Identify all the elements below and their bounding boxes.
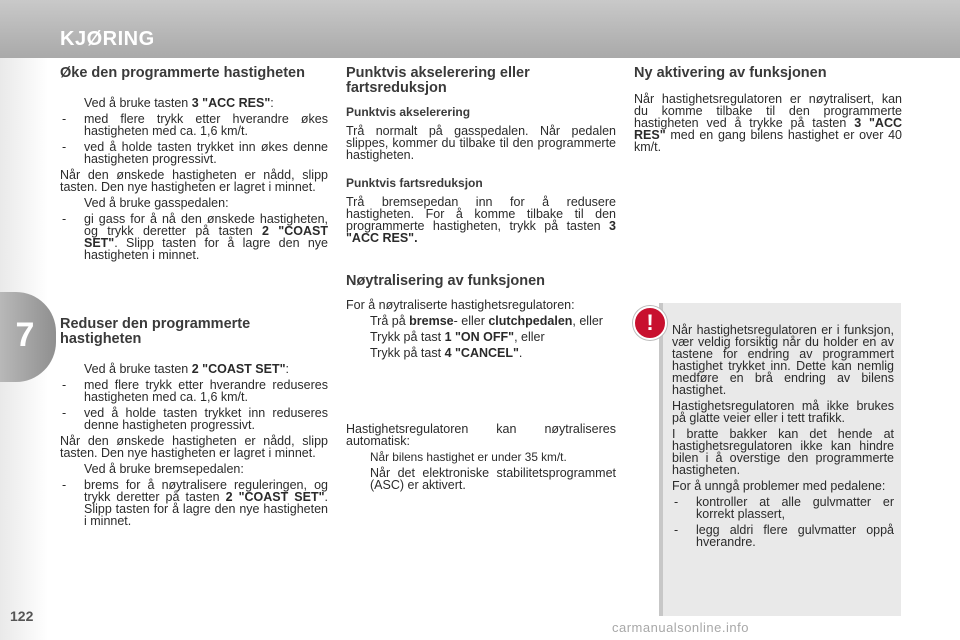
paragraph: For å unngå problemer med pedalene: — [672, 479, 886, 493]
paragraph: Når den ønskede hastigheten er nådd, slipp tasten. Den nye hastigheten er lagret i minnet. — [60, 168, 328, 194]
list-item: Ved å bruke tasten 3 "ACC RES": — [84, 96, 274, 110]
watermark: carmanualsonline.info — [612, 620, 749, 635]
heading-reactivate: Ny aktivering av funksjonen — [634, 65, 827, 81]
list-item: - brems for å nøytralisere reguleringen, og trykk deretter på tasten 2 "COAST SET". Slipp tasten for å lagre den nye hastigheten i minnet. — [62, 478, 329, 528]
warning-icon: ! — [633, 306, 667, 340]
list-item: - kontroller at alle gulvmatter er korrekt plassert, — [674, 495, 894, 521]
list-item: - med flere trykk etter hverandre økes hastigheten med ca. 1,6 km/t. — [62, 112, 328, 138]
paragraph: Hastighetsregulatoren kan nøytraliseres automatisk: — [346, 422, 616, 448]
list-item: Når det elektroniske stabilitetsprogrammet (ASC) er aktivert. — [370, 466, 616, 492]
paragraph: Trå normalt på gasspedalen. Når pedalen slippes, kommer du tilbake til den programmerte hastigheten. — [346, 124, 616, 162]
list-item: Når bilens hastighet er under 35 km/t. — [370, 450, 567, 464]
column-1 — [60, 66, 328, 527]
list-item: - gi gass for å nå den ønskede hastigheten, og trykk deretter på tasten 2 "COAST SET". Slipp tasten for å lagre den nye hastigheten i minnet. — [62, 212, 328, 262]
chapter-number: 7 — [15, 316, 35, 354]
paragraph: Når hastighetsregulatoren er nøytralisert, kan du komme tilbake til den programmerte hastigheten ved å trykke på tasten 3 "ACC RES" med en gang bilens hastighet er over 40 km/t. — [634, 92, 903, 154]
heading-reduce-speed: Reduser den programmerte hastigheten — [60, 316, 251, 347]
subheading-acceleration: Punktvis akselerering — [346, 105, 471, 119]
list-item: Ved å bruke tasten 2 "COAST SET": — [84, 362, 290, 376]
subheading-deceleration: Punktvis fartsreduksjon — [346, 176, 483, 190]
list-item: Trykk på tast 1 "ON OFF", eller — [370, 330, 545, 344]
paragraph: For å nøytraliserte hastighetsregulatoren: — [346, 298, 575, 312]
page-number: 122 — [10, 608, 34, 624]
section-title: KJØRING — [60, 28, 155, 50]
paragraph: Når hastighetsregulatoren er i funksjon, vær veldig forsiktig når du holder en av tastene for endring av programmert hastighet trykket inn. Dette kan nemlig medføre en brå endring av bilens hastighet. — [672, 323, 894, 397]
paragraph: Trå bremsepedan inn for å redusere hastigheten. For å komme tilbake til den programmerte hastigheten, trykk på tasten 3 "ACC RES". — [346, 195, 616, 245]
list-item: Trå på bremse- eller clutchpedalen, eller — [370, 314, 603, 328]
list-item: - ved å holde tasten trykket inn reduseres denne hastigheten progressivt. — [62, 406, 328, 432]
warning-text — [672, 324, 894, 548]
list-item: - med flere trykk etter hverandre reduseres hastigheten med ca. 1,6 km/t. — [62, 378, 328, 404]
paragraph: Hastighetsregulatoren må ikke brukes på glatte veier eller i tett trafikk. — [672, 399, 894, 425]
paragraph: I bratte bakker kan det hende at hastighetsregulatoren ikke kan hindre bilen i å overstige den programmerte hastigheten. — [672, 427, 894, 477]
heading-increase-speed: Øke den programmerte hastigheten — [60, 65, 305, 81]
list-item: Trykk på tast 4 "CANCEL". — [370, 346, 523, 360]
column-2 — [346, 66, 616, 491]
column-3 — [634, 66, 902, 153]
list-item: Ved å bruke bremsepedalen: — [84, 462, 244, 476]
heading-momentary: Punktvis akselerering eller fartsreduksjon — [346, 65, 530, 96]
list-item: - ved å holde tasten trykket inn økes denne hastigheten progressivt. — [62, 140, 328, 166]
paragraph: Når den ønskede hastigheten er nådd, slipp tasten. Den nye hastigheten er lagret i minnet. — [60, 434, 328, 460]
list-item: Ved å bruke gasspedalen: — [84, 196, 229, 210]
list-item: - legg aldri flere gulvmatter oppå hverandre. — [674, 523, 894, 549]
heading-neutralize: Nøytralisering av funksjonen — [346, 273, 546, 289]
header-bar — [0, 0, 960, 58]
